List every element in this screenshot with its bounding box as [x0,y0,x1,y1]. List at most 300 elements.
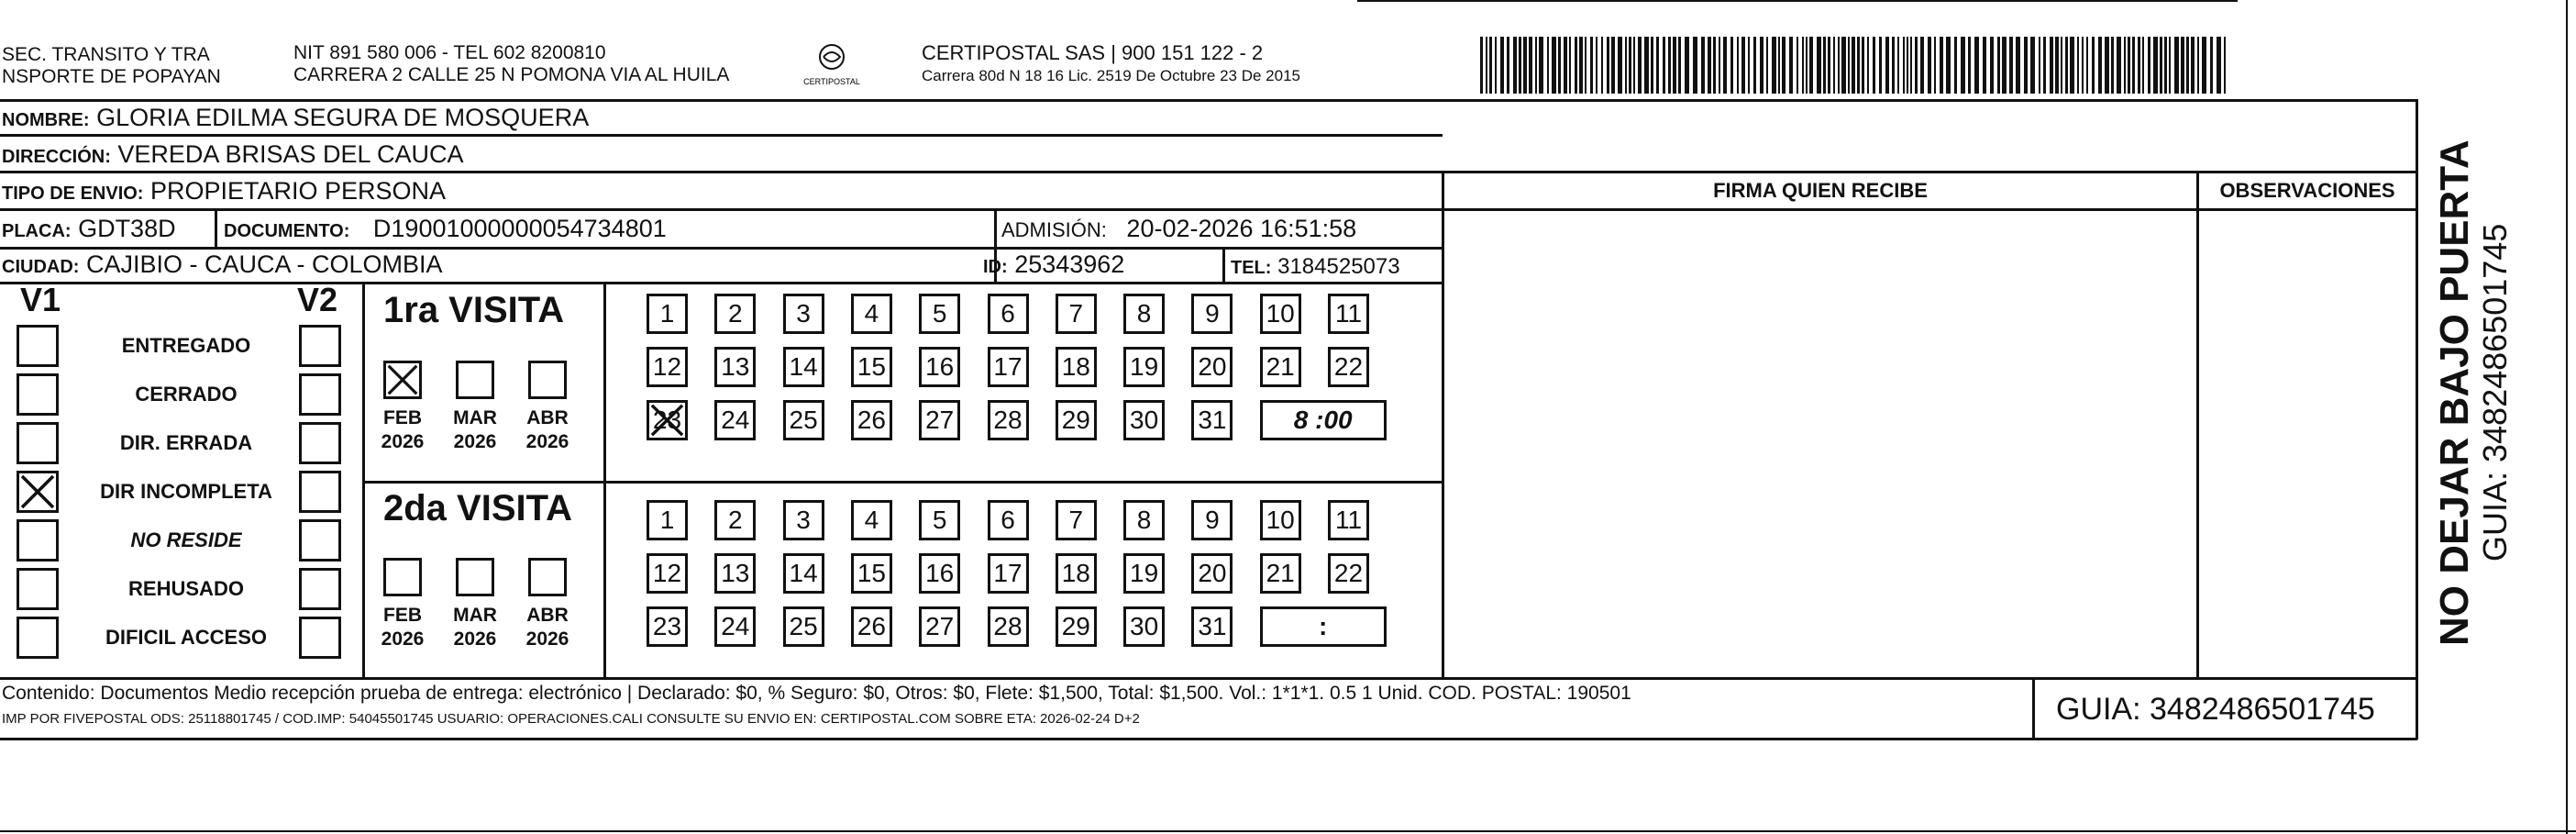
barcode-bar [1772,37,1776,94]
top-edge-line [1357,0,2238,2]
barcode-bar [1590,37,1593,94]
document-label: DOCUMENTO: [224,221,350,241]
divider-plate [215,208,217,247]
barcode-bar [1723,37,1727,94]
visit1-day-2[interactable]: 2 [714,294,756,334]
barcode-bar [2169,37,2171,94]
month-name: FEB [383,605,422,626]
barcode-bar [2160,37,2162,94]
visit2-day-2[interactable]: 2 [714,500,756,540]
barcode-bar [1685,37,1689,94]
visit2-day-22[interactable]: 22 [1328,553,1369,594]
sender-line-2: NSPORTE DE POPAYAN [2,66,221,87]
barcode-bar [1915,37,1918,94]
sender-line-1: SEC. TRANSITO Y TRA [2,44,210,65]
status-label: DIR. ERRADA [119,431,253,454]
v1-checkbox[interactable] [17,519,59,562]
barcode-bar [2024,37,2028,94]
visit2-month-checkbox[interactable] [456,558,494,596]
barcode-bar [1920,37,1924,94]
divider-observations [2196,171,2199,679]
frame-top [0,99,2417,102]
barcode-bar [2050,37,2053,94]
barcode-bar [1782,37,1786,94]
visit2-title: 2da VISITA [383,488,572,528]
barcode-bar [1625,37,1627,94]
barcode-bar [1480,37,1483,94]
barcode-bar [1663,37,1665,94]
barcode-bar [1719,37,1720,94]
barcode-bar [1495,37,1497,94]
barcode-bar [1940,37,1943,94]
plate-cell [2,214,176,247]
barcode-bar [1862,37,1864,94]
barcode-bar [2009,37,2013,94]
barcode-bar [1848,37,1850,94]
visit2-day-4[interactable]: 4 [851,500,892,540]
barcode-bar [1990,37,1994,94]
visit2-day-12[interactable]: 12 [647,553,688,594]
visit2-day-31[interactable]: 31 [1191,606,1233,647]
admission-value: 20-02-2026 16:51:58 [1126,215,1357,242]
v2-checkbox[interactable] [299,568,341,610]
barcode-bar [1529,37,1532,94]
barcode-bar [1968,37,1971,94]
city-value: CAJIBIO - CAUCA - COLOMBIA [85,250,443,278]
barcode-bar [1539,37,1543,94]
carrier-logo [800,40,864,88]
month-year: 2026 [453,431,497,452]
visit2-day-14[interactable]: 14 [783,553,824,594]
month-year: 2026 [525,628,569,650]
barcode-bar [2174,37,2179,94]
id-value: 25343962 [1014,250,1125,278]
barcode-bar [1903,37,1905,94]
imp-line: IMP POR FIVEPOSTAL ODS: 25118801745 / COD.IMP: 54045501745 USUARIO: OPERACIONES.CALI CONSULTE SU ENVIO EN: CERTIPOSTAL.COM SOBRE ETA: 2026-02-24 D+2 [2,711,1140,727]
sender-address: CARRERA 2 CALLE 25 N POMONA VIA AL HUILA [293,64,730,85]
barcode-bar [1737,37,1739,94]
visit1-day-26[interactable]: 26 [851,400,892,440]
barcode-bar [1897,37,1899,94]
visit2-day-11[interactable]: 11 [1328,500,1369,540]
id-cell [983,250,1124,283]
city-label: CIUDAD: [2,257,80,277]
barcode-bar [1885,37,1889,94]
barcode-bar [1489,37,1492,94]
barcode-bar [1701,37,1705,94]
visit2-day-17[interactable]: 17 [988,553,1029,594]
barcode-bar [2055,37,2059,94]
type-label: TIPO DE ENVIO: [2,183,144,204]
barcode-bar [2098,37,2102,94]
month-name: ABR [526,605,569,626]
visit1-day-5[interactable]: 5 [919,294,960,334]
barcode-bar [1618,37,1622,94]
barcode-bar [1708,37,1711,94]
barcode-bar [2210,37,2213,94]
barcode-bar [1607,37,1609,94]
barcode-bar [2065,37,2068,94]
barcode-bar [1535,37,1537,94]
v2-checkbox[interactable] [299,471,341,513]
month-name: ABR [526,407,569,428]
admission-cell [1001,214,1356,245]
visit2-day-21[interactable]: 21 [1260,553,1301,594]
barcode-bar [1928,37,1931,94]
barcode-bar [2077,37,2079,94]
barcode-bar [2197,37,2199,94]
visit1-month-checkbox[interactable] [528,361,567,399]
visit2-day-24[interactable]: 24 [714,606,756,647]
visit1-day-18[interactable]: 18 [1056,347,1097,387]
barcode-bar [1500,37,1504,94]
barcode-bar [1823,37,1826,94]
visit2-day-8[interactable]: 8 [1123,500,1165,540]
visit2-month-checkbox[interactable] [528,558,567,596]
line-bottom [0,738,2417,740]
barcode-bar [1575,37,1577,94]
month-year: 2026 [525,431,569,452]
barcode-bar [1892,37,1895,94]
visit2-day-15[interactable]: 15 [851,553,892,594]
visit2-day-27[interactable]: 27 [919,606,960,647]
barcode-bar [1961,37,1965,94]
visit2-month-checkbox[interactable] [383,558,422,596]
barcode-bar [2117,37,2121,94]
barcode-bar [1954,37,1957,94]
visit1-day-6[interactable]: 6 [988,294,1029,334]
barcode-bar [1656,37,1659,94]
v2-checkbox[interactable] [299,422,341,464]
barcode-bar [1907,37,1908,94]
barcode-bar [2164,37,2167,94]
visit1-title: 1ra VISITA [383,290,565,330]
shipment-type: PROPIETARIO PERSONA [149,177,447,205]
visit1-month-label [448,406,503,454]
barcode-bar [1802,37,1804,94]
visit1-day-10[interactable]: 10 [1260,294,1301,334]
barcode-bar [2191,37,2195,94]
barcode-bar [1713,37,1716,94]
barcode-bar [1519,37,1521,94]
visit1-day-4[interactable]: 4 [851,294,892,334]
v2-checkbox[interactable] [299,617,341,659]
status-label: DIR INCOMPLETA [100,480,272,503]
plate-label: PLACA: [2,221,72,241]
month-name: MAR [453,407,497,428]
visit2-day-10[interactable]: 10 [1260,500,1301,540]
v2-header: V2 [297,281,338,318]
barcode-bar [1730,37,1733,94]
name-row [2,103,589,136]
barcode-bar [1644,37,1649,94]
barcode-bar [2105,37,2109,94]
signature-header: FIRMA QUIEN RECIBE [1713,179,1928,202]
barcode-bar [1486,37,1487,94]
barcode [1480,37,2228,94]
visit1-day-11[interactable]: 11 [1328,294,1369,334]
barcode-bar [1789,37,1793,94]
v1-checkbox[interactable] [17,617,59,659]
barcode-bar [2111,37,2114,94]
barcode-bar [2082,37,2084,94]
visit2-day-13[interactable]: 13 [714,553,756,594]
visit1-day-15[interactable]: 15 [851,347,892,387]
barcode-bar [1817,37,1821,94]
visit2-day-20[interactable]: 20 [1191,553,1233,594]
month-name: MAR [453,605,497,626]
barcode-bar [2039,37,2040,94]
barcode-bar [2181,37,2184,94]
barcode-bar [1693,37,1697,94]
barcode-bar [2148,37,2150,94]
barcode-bar [2061,37,2062,94]
barcode-bar [2092,37,2095,94]
visit1-month-label [520,406,575,454]
status-label: DIFICIL ACCESO [105,626,267,649]
visit2-day-19[interactable]: 19 [1123,553,1165,594]
status-label: CERRADO [135,383,238,406]
visit1-day-20[interactable]: 20 [1191,347,1233,387]
barcode-bar [2186,37,2189,94]
visit1-day-8[interactable]: 8 [1123,294,1165,334]
day-number: 23 [652,406,682,434]
barcode-bar [2002,37,2007,94]
barcode-bar [1513,37,1517,94]
visit1-day-25[interactable]: 25 [783,400,824,440]
barcode-bar [1507,37,1509,94]
v1-checkbox[interactable] [17,568,59,610]
v1-checkbox[interactable] [17,471,59,513]
barcode-bar [1879,37,1882,94]
carrier-address: Carrera 80d N 18 16 Lic. 2519 De Octubre 23 De 2015 [922,67,1300,84]
visit1-day-31[interactable]: 31 [1191,400,1233,440]
footer-guide: GUIA: 3482486501745 [2056,692,2375,727]
barcode-bar [2202,37,2206,94]
carrier-name: CERTIPOSTAL SAS | 900 151 122 - 2 [922,41,1264,64]
visit1-day-22[interactable]: 22 [1328,347,1369,387]
status-label: ENTREGADO [121,334,251,357]
visit2-day-16[interactable]: 16 [919,553,960,594]
side-guide: GUIA: 3482486501745 [2476,223,2514,562]
visit2-day-7[interactable]: 7 [1056,500,1097,540]
visit2-day-29[interactable]: 29 [1056,606,1097,647]
visit2-day-30[interactable]: 30 [1123,606,1165,647]
v2-checkbox[interactable] [299,519,341,562]
barcode-bar [1857,37,1860,94]
v1-checkbox[interactable] [17,373,59,416]
recipient-address: VEREDA BRISAS DEL CAUCA [117,140,464,168]
barcode-bar [1910,37,1912,94]
admission-label: ADMISIÓN: [1001,218,1107,241]
divider-guide [2032,677,2035,739]
visit1-day-1[interactable]: 1 [647,294,688,334]
right-scan-edge [2566,0,2568,834]
bottom-scan-line [0,830,2576,832]
barcode-bar [1569,37,1571,94]
visit2-day-25[interactable]: 25 [783,606,824,647]
barcode-bar [1766,37,1768,94]
barcode-bar [1633,37,1635,94]
barcode-bar [1833,37,1835,94]
barcode-bar [1585,37,1587,94]
id-label: ID: [983,257,1008,277]
v1-checkbox[interactable] [17,422,59,464]
visit2-day-5[interactable]: 5 [919,500,960,540]
barcode-bar [1997,37,2000,94]
tel-label: TEL: [1231,258,1272,278]
month-year: 2026 [453,628,497,650]
barcode-bar [1806,37,1808,94]
visit2-day-28[interactable]: 28 [988,606,1029,647]
barcode-bar [2030,37,2035,94]
barcode-bar [1852,37,1855,94]
visit2-day-18[interactable]: 18 [1056,553,1097,594]
barcode-bar [1579,37,1583,94]
barcode-bar [2217,37,2221,94]
visit1-day-16[interactable]: 16 [919,347,960,387]
observations-header: OBSERVACIONES [2219,179,2395,202]
visit2-time-box[interactable]: : [1260,606,1387,647]
barcode-bar [1983,37,1986,94]
visit1-day-30[interactable]: 30 [1123,400,1165,440]
document-cell [224,214,667,247]
visit1-day-21[interactable]: 21 [1260,347,1301,387]
visit2-day-3[interactable]: 3 [783,500,824,540]
barcode-bar [1552,37,1556,94]
address-label: DIRECCIÓN: [2,147,111,167]
barcode-bar [1741,37,1745,94]
barcode-bar [2128,37,2130,94]
visit1-day-17[interactable]: 17 [988,347,1029,387]
divider-months [603,282,606,679]
visit1-day-28[interactable]: 28 [988,400,1029,440]
visit2-month-label [375,604,430,651]
svg-text:CERTIPOSTAL: CERTIPOSTAL [803,77,860,86]
visit1-day-13[interactable]: 13 [714,347,756,387]
visit1-day-9[interactable]: 9 [1191,294,1233,334]
barcode-bar [1558,37,1561,94]
barcode-bar [1946,37,1951,94]
v1-checkbox[interactable] [17,325,59,367]
barcode-bar [2224,37,2226,94]
frame-right [2416,99,2418,739]
visit2-day-26[interactable]: 26 [851,606,892,647]
barcode-bar [1748,37,1750,94]
visit2-day-6[interactable]: 6 [988,500,1029,540]
barcode-bar [1638,37,1642,94]
type-row [2,176,446,209]
barcode-bar [2070,37,2074,94]
visit1-day-24[interactable]: 24 [714,400,756,440]
barcode-bar [1797,37,1798,94]
barcode-bar [1547,37,1549,94]
month-year: 2026 [381,431,425,452]
barcode-bar [1611,37,1615,94]
barcode-bar [1753,37,1756,94]
visit1-day-19[interactable]: 19 [1123,347,1165,387]
divider-tel [1222,247,1225,282]
barcode-bar [1678,37,1681,94]
nit-line: NIT 891 580 006 - TEL 602 8200810 [293,42,606,63]
visit1-month-checkbox[interactable] [383,361,422,399]
barcode-bar [1651,37,1653,94]
barcode-bar [1601,37,1603,94]
barcode-bar [1974,37,1979,94]
barcode-bar [1760,37,1763,94]
visit2-day-1[interactable]: 1 [647,500,688,540]
barcode-bar [1523,37,1527,94]
status-label: REHUSADO [128,577,244,600]
city-row [2,250,443,283]
recipient-name: GLORIA EDILMA SEGURA DE MOSQUERA [96,104,590,131]
barcode-bar [1934,37,1936,94]
visit1-day-14[interactable]: 14 [783,347,824,387]
plate-value: GDT38D [78,215,176,242]
barcode-bar [2142,37,2144,94]
visit1-time-box[interactable]: 8 :00 [1260,400,1387,440]
address-row [2,139,464,172]
contents-line: Contenido: Documentos Medio recepción prueba de entrega: electrónico | Declarado: $0, % Seguro: $0, Otros: $0, Flete: $1,500, Total: $1,500. Vol.: 1*1*1. 0.5 1 Unid. COD. POSTAL: 190501 [2,683,1631,704]
v2-checkbox[interactable] [299,325,341,367]
barcode-bar [2043,37,2046,94]
barcode-bar [1778,37,1780,94]
month-year: 2026 [381,628,425,650]
barcode-bar [2016,37,2020,94]
barcode-bar [2138,37,2140,94]
visit1-month-label [375,406,430,454]
barcode-bar [1841,37,1846,94]
visit2-day-23[interactable]: 23 [647,606,688,647]
barcode-bar [2153,37,2158,94]
visit2-month-label [520,604,575,651]
barcode-bar [1867,37,1869,94]
tel-cell [1231,251,1400,284]
visit1-day-7[interactable]: 7 [1056,294,1097,334]
name-label: NOMBRE: [2,110,90,130]
v2-checkbox[interactable] [299,373,341,416]
barcode-bar [2132,37,2135,94]
visit2-day-9[interactable]: 9 [1191,500,1233,540]
visit1-day-3[interactable]: 3 [783,294,824,334]
barcode-bar [1828,37,1830,94]
visit1-day-27[interactable]: 27 [919,400,960,440]
line-visits [362,481,1443,484]
visit1-day-12[interactable]: 12 [647,347,688,387]
barcode-bar [1596,37,1598,94]
tel-value: 3184525073 [1277,254,1400,279]
visit1-month-checkbox[interactable] [456,361,494,399]
side-warning: NO DEJAR BAJO PUERTA [2432,139,2477,646]
barcode-bar [1673,37,1676,94]
month-name: FEB [383,407,422,428]
barcode-bar [1809,37,1813,94]
barcode-bar [1873,37,1875,94]
divider-status [362,282,365,679]
barcode-bar [1629,37,1631,94]
status-label: NO RESIDE [130,528,242,551]
v1-header: V1 [20,281,61,318]
barcode-bar [1838,37,1840,94]
barcode-bar [1668,37,1671,94]
divider-signature [1442,171,1444,679]
barcode-bar [1564,37,1567,94]
barcode-bar [2124,37,2126,94]
visit2-month-label [448,604,503,651]
visit1-day-29[interactable]: 29 [1056,400,1097,440]
barcode-bar [2086,37,2088,94]
visit1-day-23[interactable] [647,400,688,440]
